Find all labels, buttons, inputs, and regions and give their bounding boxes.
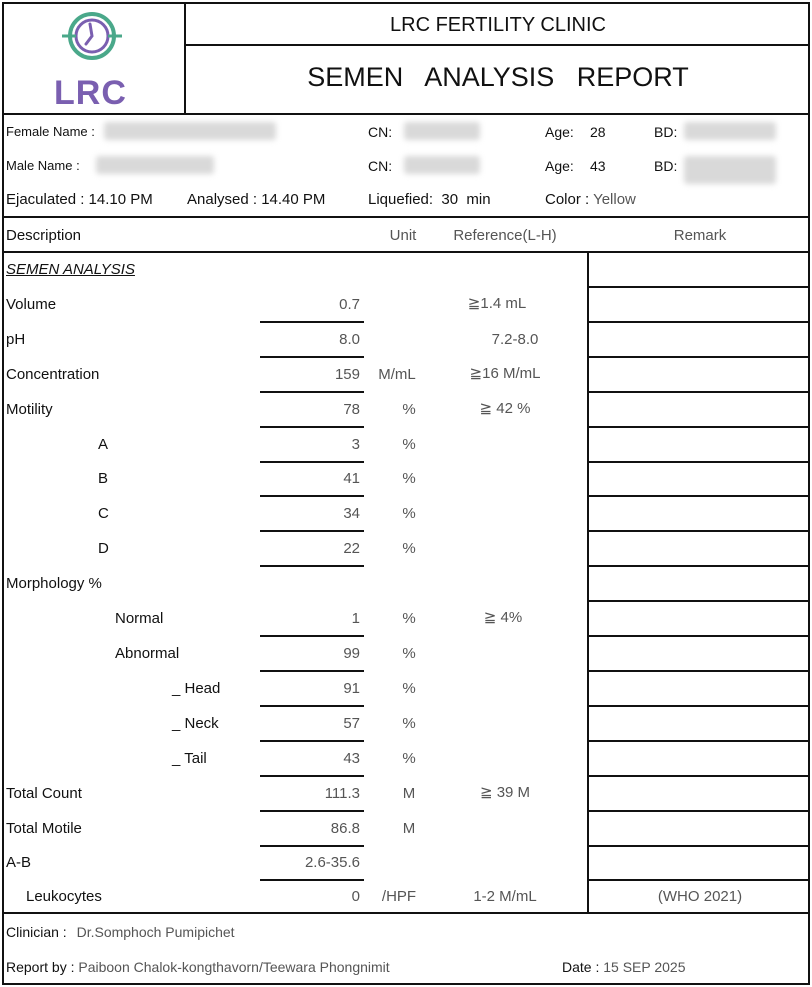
female-name-redacted — [104, 122, 276, 140]
colhead-bottom — [2, 251, 810, 253]
logo-text: LRC — [54, 74, 127, 112]
frame-top — [2, 2, 810, 4]
male-age: 43 — [590, 158, 606, 174]
row-value: 8.0 — [339, 331, 360, 348]
report-by-label: Report by : — [6, 959, 79, 975]
color-value: Yellow — [593, 191, 636, 208]
clinician-name: Dr.Somphoch Pumipichet — [76, 924, 235, 940]
row-label: Volume — [6, 296, 57, 313]
row-value: 86.8 — [330, 820, 360, 837]
row-unit: M — [402, 785, 416, 802]
report-title: SEMEN ANALYSIS REPORT — [307, 62, 689, 92]
remark-row-line — [587, 810, 810, 812]
date-value: 15 SEP 2025 — [603, 959, 686, 975]
row-value: 22 — [343, 540, 360, 557]
row-label: Total Count — [6, 785, 82, 802]
remark-column-line — [587, 252, 589, 913]
row-unit: % — [402, 750, 416, 767]
row-value: 57 — [343, 715, 360, 732]
row-unit: % — [402, 715, 416, 732]
remark-row-line — [587, 530, 810, 532]
col-reference: Reference(L-H) — [453, 227, 557, 244]
row-label: Normal — [115, 610, 164, 627]
value-underline — [260, 879, 364, 881]
clinic-name: LRC FERTILITY CLINIC — [390, 14, 606, 36]
remark-row-line — [587, 740, 810, 742]
row-label: C — [98, 505, 109, 522]
clinic-logo — [40, 6, 144, 110]
col-unit: Unit — [389, 227, 417, 244]
row-unit: % — [402, 645, 416, 662]
row-unit: % — [402, 505, 416, 522]
row-label: Motility — [6, 401, 53, 418]
remark-row-line — [587, 775, 810, 777]
male-name-label: Male Name : — [6, 158, 80, 173]
row-label: pH — [6, 331, 26, 348]
colhead-top — [2, 216, 810, 218]
remark-row-line — [587, 426, 810, 428]
female-bd-label: BD: — [654, 124, 678, 140]
row-value: 43 — [343, 750, 360, 767]
row-label: Concentration — [6, 366, 100, 383]
row-unit: % — [402, 540, 416, 557]
row-label: A — [98, 436, 109, 453]
female-name-label: Female Name : — [6, 124, 95, 139]
analysed-time: Analysed : 14.40 PM — [187, 191, 326, 208]
row-value: 1 — [351, 610, 360, 627]
header-split — [184, 44, 810, 46]
male-name-redacted — [96, 156, 214, 174]
value-underline — [260, 565, 364, 567]
row-unit: % — [402, 401, 416, 418]
value-underline — [260, 391, 364, 393]
row-reference: ≧ 4% — [483, 609, 523, 626]
female-cn-redacted — [404, 122, 480, 140]
section-title: SEMEN ANALYSIS — [6, 261, 135, 278]
value-underline — [260, 426, 364, 428]
value-underline — [260, 810, 364, 812]
row-unit: M — [402, 820, 416, 837]
remark-row-line — [587, 391, 810, 393]
ejaculated-time: Ejaculated : 14.10 PM — [6, 191, 153, 208]
row-value: 0.7 — [339, 296, 360, 313]
female-age: 28 — [590, 124, 606, 140]
remark-row-line — [587, 845, 810, 847]
clinician-label: Clinician : — [6, 924, 67, 940]
date-row — [562, 959, 686, 975]
row-value: 99 — [343, 645, 360, 662]
female-cn-label: CN: — [368, 124, 393, 140]
leukocytes-label: Leukocytes — [26, 888, 102, 905]
remark-row-line — [587, 286, 810, 288]
row-label: _ Neck — [172, 715, 219, 732]
female-bd-redacted — [684, 122, 776, 140]
value-underline — [260, 635, 364, 637]
leukocytes-remark: (WHO 2021) — [657, 888, 743, 905]
remark-row-line — [587, 565, 810, 567]
male-cn-redacted — [404, 156, 480, 174]
remark-row-line — [587, 600, 810, 602]
male-bd-label: BD: — [654, 158, 678, 174]
remark-row-line — [587, 635, 810, 637]
row-label: B — [98, 470, 109, 487]
value-underline — [260, 740, 364, 742]
remark-row-line — [587, 670, 810, 672]
table-bottom — [2, 912, 810, 914]
value-underline — [260, 356, 364, 358]
header-bottom — [2, 113, 810, 115]
row-label: _ Head — [172, 680, 221, 697]
value-underline — [260, 705, 364, 707]
row-reference: ≧ 39 M — [479, 784, 531, 801]
row-label: A-B — [6, 854, 32, 871]
row-unit: % — [402, 436, 416, 453]
leukocytes-value: 0 — [351, 888, 360, 905]
leukocytes-reference: 1-2 M/mL — [473, 888, 537, 905]
value-underline — [260, 530, 364, 532]
leukocytes-unit: /HPF — [381, 888, 417, 905]
row-label: Morphology % — [6, 575, 102, 592]
row-value: 78 — [343, 401, 360, 418]
color-info — [545, 191, 636, 208]
remark-row-line — [587, 461, 810, 463]
row-reference: ≧1.4 mL — [467, 295, 527, 312]
frame-left — [2, 2, 4, 985]
row-unit: % — [402, 680, 416, 697]
row-reference: ≧ 42 % — [479, 400, 531, 417]
row-value: 159 — [334, 366, 360, 383]
value-underline — [260, 845, 364, 847]
row-label: Abnormal — [115, 645, 180, 662]
frame-right — [808, 2, 810, 985]
date-label: Date : — [562, 959, 604, 975]
row-value: 91 — [343, 680, 360, 697]
clinician-row — [6, 924, 235, 940]
value-underline — [260, 495, 364, 497]
remark-row-line — [587, 879, 810, 881]
row-unit: M/mL — [378, 366, 416, 383]
row-label: D — [98, 540, 109, 557]
row-value: 2.6-35.6 — [304, 854, 360, 871]
row-value: 3 — [351, 436, 360, 453]
remark-row-line — [587, 705, 810, 707]
row-value: 41 — [343, 470, 360, 487]
male-bd-redacted — [684, 156, 776, 184]
value-underline — [260, 461, 364, 463]
col-description: Description — [6, 227, 82, 244]
male-age-label: Age: — [545, 158, 574, 174]
row-label: _ Tail — [172, 750, 207, 767]
report-by-names: Paiboon Chalok-kongthavorn/Teewara Phongnimit — [78, 959, 390, 975]
value-underline — [260, 321, 364, 323]
row-label: Total Motile — [6, 820, 82, 837]
color-label: Color : — [545, 191, 594, 208]
value-underline — [260, 775, 364, 777]
female-age-label: Age: — [545, 124, 574, 140]
frame-bottom — [2, 983, 810, 985]
row-unit: % — [402, 610, 416, 627]
remark-row-line — [587, 495, 810, 497]
row-unit: % — [402, 470, 416, 487]
report-by-row — [6, 959, 390, 975]
row-value: 111.3 — [324, 785, 360, 802]
liquefied-time: Liquefied: 30 min — [368, 191, 491, 208]
male-cn-label: CN: — [368, 158, 393, 174]
remark-row-line — [587, 356, 810, 358]
remark-row-line — [587, 321, 810, 323]
value-underline — [260, 670, 364, 672]
row-reference: 7.2-8.0 — [491, 331, 539, 348]
row-reference: ≧16 M/mL — [469, 365, 541, 382]
row-value: 34 — [343, 505, 360, 522]
col-remark: Remark — [673, 227, 727, 244]
